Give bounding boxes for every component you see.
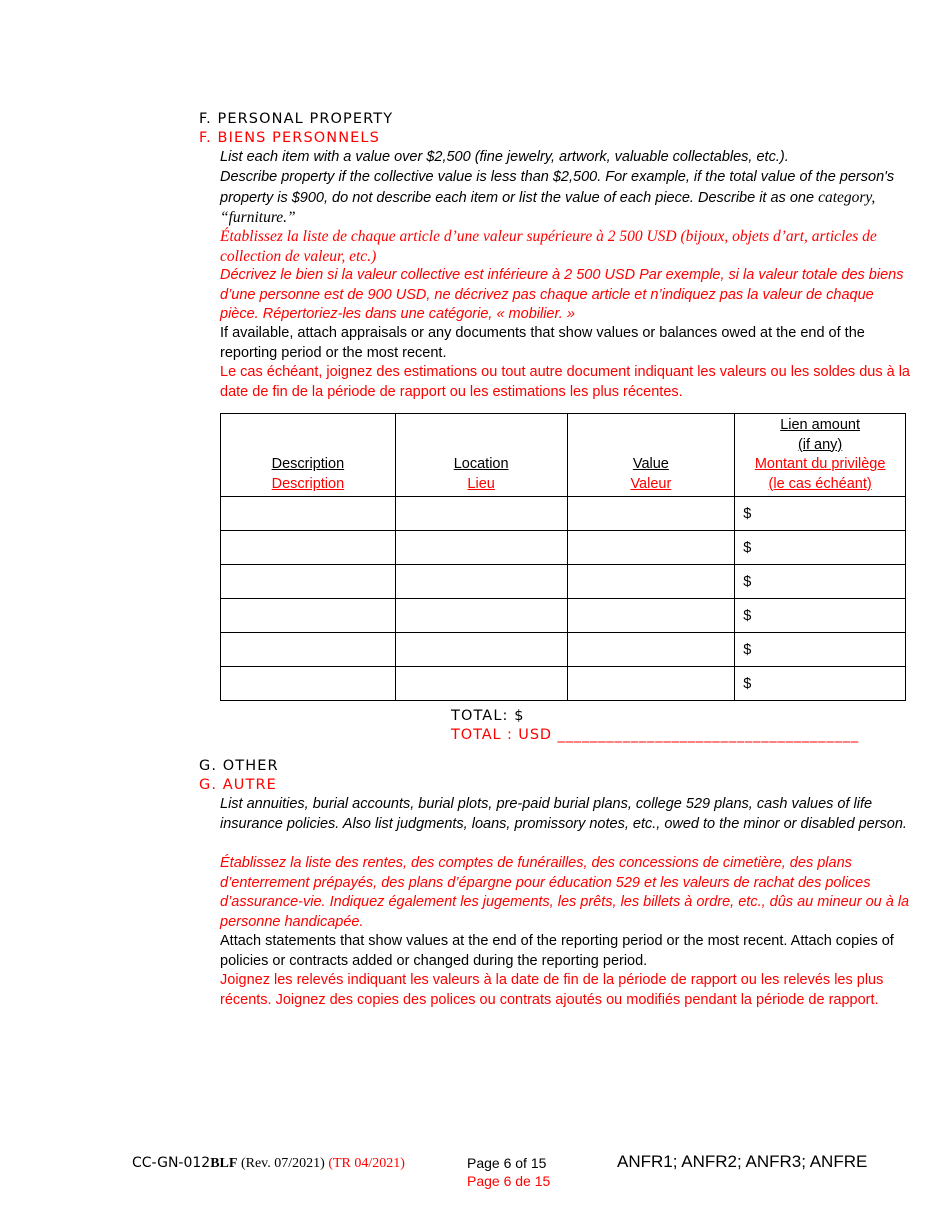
table-row xyxy=(221,497,906,531)
section-g-attach-note-fr: Joignez les relevés indiquant les valeurs à la date de fin de la période de rapport ou les relevés les plus récents. Joignez des copies des polices ou contrats ajoutés ou modifiés pendant la période de rapport. xyxy=(220,972,884,1008)
lien-cell[interactable]: $ xyxy=(735,599,906,633)
value-cell[interactable] xyxy=(567,497,735,531)
value-cell[interactable] xyxy=(567,667,735,701)
value-cell[interactable] xyxy=(567,633,735,667)
col-value-label-fr: Valeur xyxy=(630,475,672,492)
location-cell[interactable] xyxy=(395,497,567,531)
table-row xyxy=(221,565,906,599)
section-f-heading: F. PERSONAL PROPERTY xyxy=(199,111,394,127)
location-cell[interactable] xyxy=(395,667,567,701)
value-cell[interactable] xyxy=(567,531,735,565)
col-lien-label: Lien amount xyxy=(780,417,861,433)
form-codes: ANFR1; ANFR2; ANFR3; ANFRE xyxy=(617,1152,868,1171)
col-location-label-fr: Lieu xyxy=(467,475,495,492)
col-location-header xyxy=(395,414,567,497)
col-description-label: Description xyxy=(271,456,345,472)
section-g-instruction-fr-2: Indiquez également les jugements, les prêts, les billets à ordre, etc., dûs au mineur ou à la personne handicapée. xyxy=(220,894,910,930)
section-f-instruction-2 xyxy=(220,168,910,229)
table-row xyxy=(221,531,906,565)
lien-cell[interactable]: $ xyxy=(735,565,906,599)
section-f-attach-note-fr: Le cas échéant, joignez des estimations ou tout autre document indiquant les valeurs ou les soldes dus à la date de fin de la période de rapport ou les estimations les plus récentes. xyxy=(220,364,910,400)
col-description-header xyxy=(221,414,396,497)
section-g-instruction-fr xyxy=(220,854,912,932)
description-cell[interactable] xyxy=(221,565,396,599)
total-label: TOTAL: $ xyxy=(451,708,525,724)
form-id xyxy=(132,1155,405,1172)
section-g-attach-note: Attach statements that show values at the end of the reporting period or the most recent. Attach copies of policies or contracts added or changed during the reporting period. xyxy=(220,933,894,969)
section-f-instruction-2-text: Describe property if the collective value is less than $2,500. For example, if the total value of the person's property is $900, do not describe each item or list the value of each piece. Describe it as one xyxy=(220,169,895,206)
section-g-instruction: List annuities, burial accounts, burial plots, pre-paid burial plans, college 529 plans, cash values of life insurance policies. Also list judgments, loans, promissory notes, etc., owed to the minor or disabled person. xyxy=(220,796,907,832)
value-cell[interactable] xyxy=(567,565,735,599)
col-value-header xyxy=(567,414,735,497)
description-cell[interactable] xyxy=(221,531,396,565)
col-location-label: Location xyxy=(453,456,509,472)
value-cell[interactable] xyxy=(567,599,735,633)
section-f-attach-note: If available, attach appraisals or any documents that show values or balances owed at the end of the reporting period or the most recent. xyxy=(220,325,865,361)
table-row xyxy=(221,633,906,667)
form-id-prefix: CC-GN-012 xyxy=(132,1155,211,1171)
section-f-instruction-1: List each item with a value over $2,500 (fine jewelry, artwork, valuable collectables, etc.). xyxy=(220,149,789,165)
form-revision: (Rev. 07/2021) xyxy=(237,1156,329,1171)
col-value-label: Value xyxy=(632,456,669,472)
col-lien-label-2: (if any) xyxy=(797,436,843,453)
col-lien-label-fr-2: (le cas échéant) xyxy=(768,475,872,492)
section-f-instruction-2-tail: category, “furniture.” xyxy=(220,188,876,227)
table-row xyxy=(221,599,906,633)
section-g-heading-fr: G. AUTRE xyxy=(199,777,277,793)
location-cell[interactable] xyxy=(395,599,567,633)
section-g-heading: G. OTHER xyxy=(199,758,279,774)
col-lien-label-fr: Montant du privilège xyxy=(754,456,886,472)
page-number: Page 6 of 15 xyxy=(467,1155,547,1171)
location-cell[interactable] xyxy=(395,531,567,565)
col-description-label-fr: Description xyxy=(271,475,345,492)
personal-property-table xyxy=(220,413,906,701)
form-id-suffix: BLF xyxy=(210,1156,238,1171)
form-translation-rev: (TR 04/2021) xyxy=(328,1156,405,1171)
section-f-instruction-fr-2: Décrivez le bien si la valeur collective est inférieure à 2 500 USD Par exemple, si la valeur totale des biens d’une personne est de 900 USD, ne décrivez pas chaque article et n’indiquez pas la valeur de chaque pièce. Répertoriez-les dans une catégorie, « mobilier. » xyxy=(220,267,904,323)
location-cell[interactable] xyxy=(395,565,567,599)
col-lien-header xyxy=(735,414,906,497)
description-cell[interactable] xyxy=(221,497,396,531)
section-f-instruction-fr-1: Établissez la liste de chaque article d’une valeur supérieure à 2 500 USD (bijoux, objets d’art, articles de collection de valeur, etc.) xyxy=(220,228,877,265)
location-cell[interactable] xyxy=(395,633,567,667)
description-cell[interactable] xyxy=(221,633,396,667)
description-cell[interactable] xyxy=(221,667,396,701)
lien-cell[interactable]: $ xyxy=(735,497,906,531)
lien-cell[interactable]: $ xyxy=(735,667,906,701)
table-header-row xyxy=(221,414,906,497)
page-number-fr: Page 6 de 15 xyxy=(467,1173,551,1189)
table-row xyxy=(221,667,906,701)
total-label-fr: TOTAL : USD _____________________________________ xyxy=(451,727,860,743)
description-cell[interactable] xyxy=(221,599,396,633)
lien-cell[interactable]: $ xyxy=(735,531,906,565)
section-g-instruction-fr-1: Établissez la liste des rentes, des comptes de funérailles, des concessions de cimetière, des plans d’enterrement prépayés, des plans d’épargne pour éducation 529 et les valeurs de rachat des polices d’assurance-vie. xyxy=(220,855,871,911)
section-f-heading-fr: F. BIENS PERSONNELS xyxy=(199,130,380,146)
lien-cell[interactable]: $ xyxy=(735,633,906,667)
